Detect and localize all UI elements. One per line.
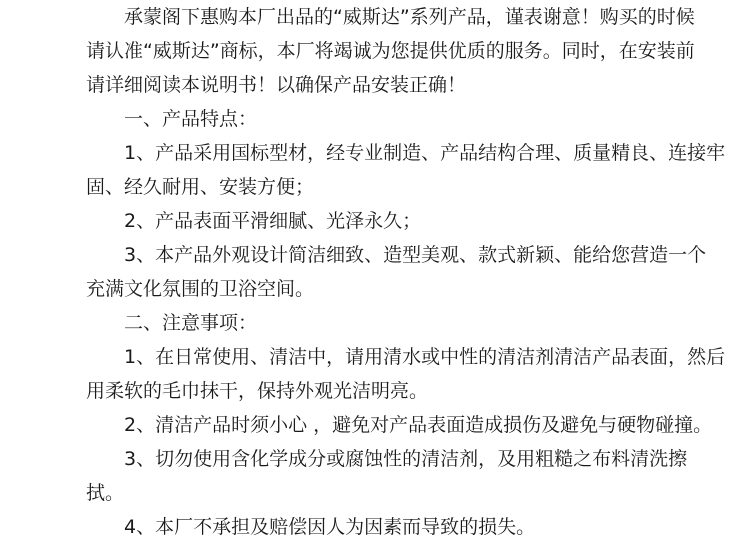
section-2-item-3-line-1: 3、切勿使用含化学成分或腐蚀性的清洁剂，及用粗糙之布料清洗擦 bbox=[86, 448, 688, 470]
intro-paragraph bbox=[86, 0, 695, 102]
section-1-item-1-line-1: 1、产品采用国标型材，经专业制造、产品结构合理、质量精良、连接牢 bbox=[86, 142, 726, 164]
intro-line-2: 请认准“威斯达”商标，本厂将竭诚为您提供优质的服务。同时，在安装前 bbox=[86, 40, 695, 62]
section-2-item-1-line-2: 用柔软的毛巾抹干，保持外观光洁明亮。 bbox=[86, 380, 429, 402]
section-1-item-3-line-1: 3、本产品外观设计简洁细致、造型美观、款式新颖、能给您营造一个 bbox=[86, 244, 707, 266]
section-1-heading: 一、产品特点： bbox=[86, 108, 258, 130]
intro-line-1: 承蒙阁下惠购本厂出品的“威斯达”系列产品，谨表谢意！购买的时候 bbox=[86, 6, 695, 28]
section-1-item-1-line-2: 固、经久耐用、安装方便； bbox=[86, 176, 315, 198]
section-2-item-3-line-2: 拭。 bbox=[86, 482, 125, 504]
section-2-item-2-line-1: 2、清洁产品时须小心 ，避免对产品表面造成损伤及避免与硬物碰撞。 bbox=[86, 414, 713, 436]
section-1-item-2-line-1: 2、产品表面平滑细腻、光泽永久； bbox=[86, 210, 422, 232]
intro-line-3: 请详细阅读本说明书！以确保产品安装正确！ bbox=[86, 74, 467, 96]
section-2-item-4-line-1: 4、本厂不承担及赔偿因人为因素而导致的损失。 bbox=[86, 516, 536, 538]
section-1-item-3-line-2: 充满文化氛围的卫浴空间。 bbox=[86, 278, 315, 300]
section-2-item-1-line-1: 1、在日常使用、清洁中，请用清水或中性的清洁剂清洁产品表面，然后 bbox=[86, 346, 726, 368]
section-2-heading: 二、注意事项： bbox=[86, 312, 258, 334]
section-1 bbox=[86, 102, 725, 306]
section-2 bbox=[86, 306, 725, 544]
